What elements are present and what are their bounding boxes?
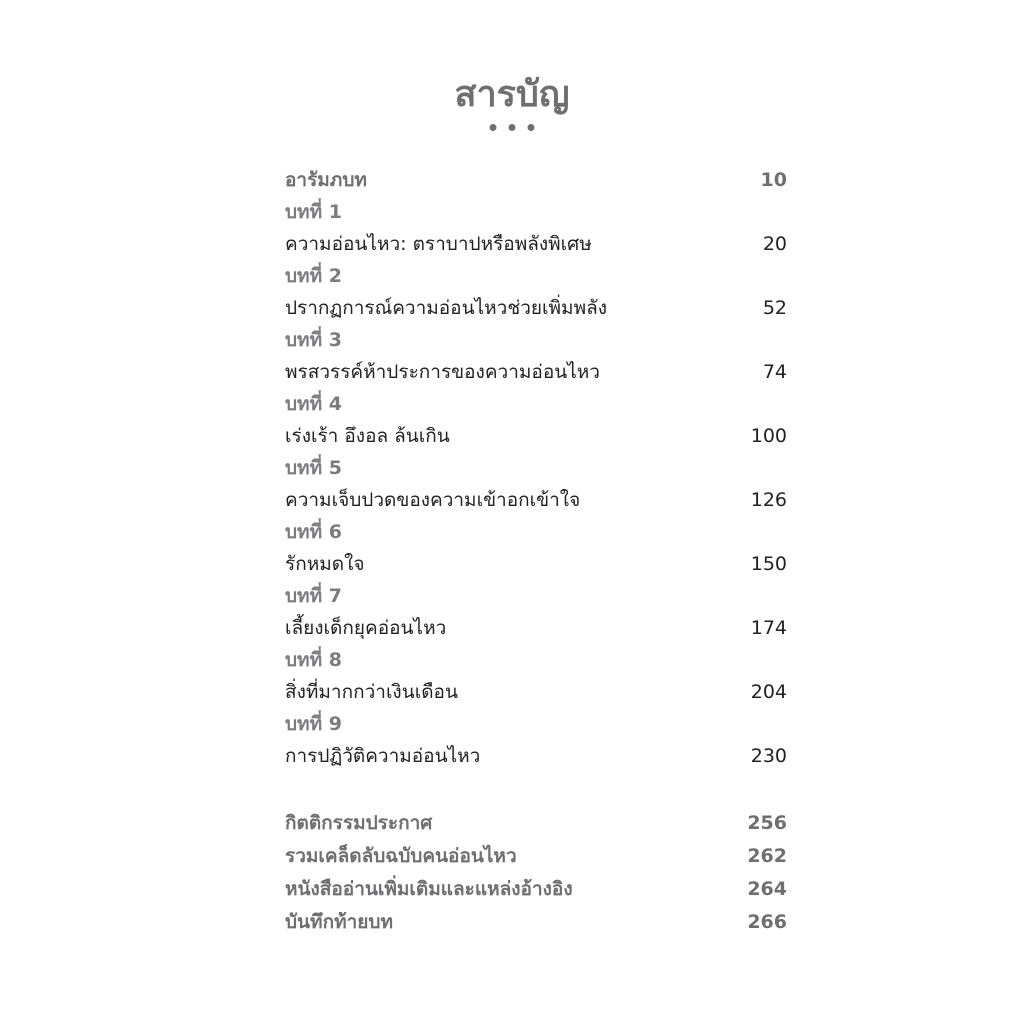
back-matter-list	[285, 806, 787, 938]
toc-entry-page: 74	[762, 361, 787, 383]
toc-entry-page: 264	[747, 877, 787, 900]
toc-entry-title: ปรากฏการณ์ความอ่อนไหวช่วยเพิ่มพลัง	[285, 297, 608, 319]
table-of-contents	[285, 164, 787, 938]
toc-entry-title: ความเจ็บปวดของความเข้าอกเข้าใจ	[285, 489, 581, 511]
page-title: สารบัญ	[454, 74, 570, 115]
toc-entry-chapter	[285, 356, 787, 388]
chapter-number: บทที่ 8	[285, 649, 342, 671]
ornament-dot	[490, 124, 497, 131]
toc-entry-back-matter	[285, 872, 787, 905]
chapter-label	[285, 644, 787, 676]
toc-entry-title: รวมเคล็ดลับฉบับคนอ่อนไหว	[285, 844, 517, 867]
toc-entry-page: 52	[762, 297, 787, 319]
toc-entry-title: บันทึกท้ายบท	[285, 910, 393, 933]
toc-entry-page: 204	[750, 681, 787, 703]
toc-entry-page: 100	[750, 425, 787, 447]
toc-entry-chapter	[285, 484, 787, 516]
toc-entry-page: 262	[747, 844, 787, 867]
chapter-number: บทที่ 3	[285, 329, 342, 351]
toc-entry-chapter	[285, 420, 787, 452]
toc-entry-page: 174	[750, 617, 787, 639]
chapter-number: บทที่ 7	[285, 585, 342, 607]
toc-entry-title: เร่งเร้า อึงอล ล้นเกิน	[285, 425, 450, 447]
chapter-label	[285, 452, 787, 484]
chapter-label	[285, 260, 787, 292]
chapter-label	[285, 708, 787, 740]
toc-entry-chapter	[285, 612, 787, 644]
toc-entry-title: ความอ่อนไหว: ตราบาปหรือพลังพิเศษ	[285, 233, 592, 255]
toc-entry-chapter	[285, 740, 787, 772]
ornament-dot	[528, 124, 535, 131]
toc-entry-title: สิ่งที่มากกว่าเงินเดือน	[285, 681, 458, 703]
toc-entry-title: หนังสืออ่านเพิ่มเติมและแหล่งอ้างอิง	[285, 877, 573, 900]
toc-entry-page: 150	[750, 553, 787, 575]
toc-entry-chapter	[285, 292, 787, 324]
toc-entry-title: เลี้ยงเด็กยุคอ่อนไหว	[285, 617, 447, 639]
toc-entry-title: กิตติกรรมประกาศ	[285, 811, 433, 834]
toc-entry-chapter	[285, 676, 787, 708]
chapter-number: บทที่ 1	[285, 201, 342, 223]
toc-entry-intro	[285, 164, 787, 196]
ornament-dot	[509, 124, 516, 131]
chapter-number: บทที่ 2	[285, 265, 342, 287]
chapter-label	[285, 388, 787, 420]
toc-entry-page: 230	[750, 745, 787, 767]
toc-entry-page: 126	[750, 489, 787, 511]
toc-entry-page: 20	[762, 233, 787, 255]
toc-entry-back-matter	[285, 905, 787, 938]
chapter-number: บทที่ 9	[285, 713, 342, 735]
chapter-number: บทที่ 5	[285, 457, 342, 479]
toc-entry-title: การปฏิวัติความอ่อนไหว	[285, 745, 481, 767]
toc-entry-title: พรสวรรค์ห้าประการของความอ่อนไหว	[285, 361, 600, 383]
chapter-label	[285, 580, 787, 612]
chapter-label	[285, 196, 787, 228]
toc-entry-page: 10	[760, 169, 787, 191]
toc-entry-title: อารัมภบท	[285, 169, 367, 191]
chapter-label	[285, 516, 787, 548]
chapter-label	[285, 324, 787, 356]
toc-entry-chapter	[285, 228, 787, 260]
toc-entry-back-matter	[285, 806, 787, 839]
toc-entry-title: รักหมดใจ	[285, 553, 365, 575]
chapter-number: บทที่ 6	[285, 521, 342, 543]
toc-entry-chapter	[285, 548, 787, 580]
toc-entry-page: 256	[747, 811, 787, 834]
title-ornament	[490, 124, 535, 131]
chapter-number: บทที่ 4	[285, 393, 342, 415]
toc-entry-page: 266	[747, 910, 787, 933]
toc-entry-back-matter	[285, 839, 787, 872]
chapter-list	[285, 196, 787, 772]
